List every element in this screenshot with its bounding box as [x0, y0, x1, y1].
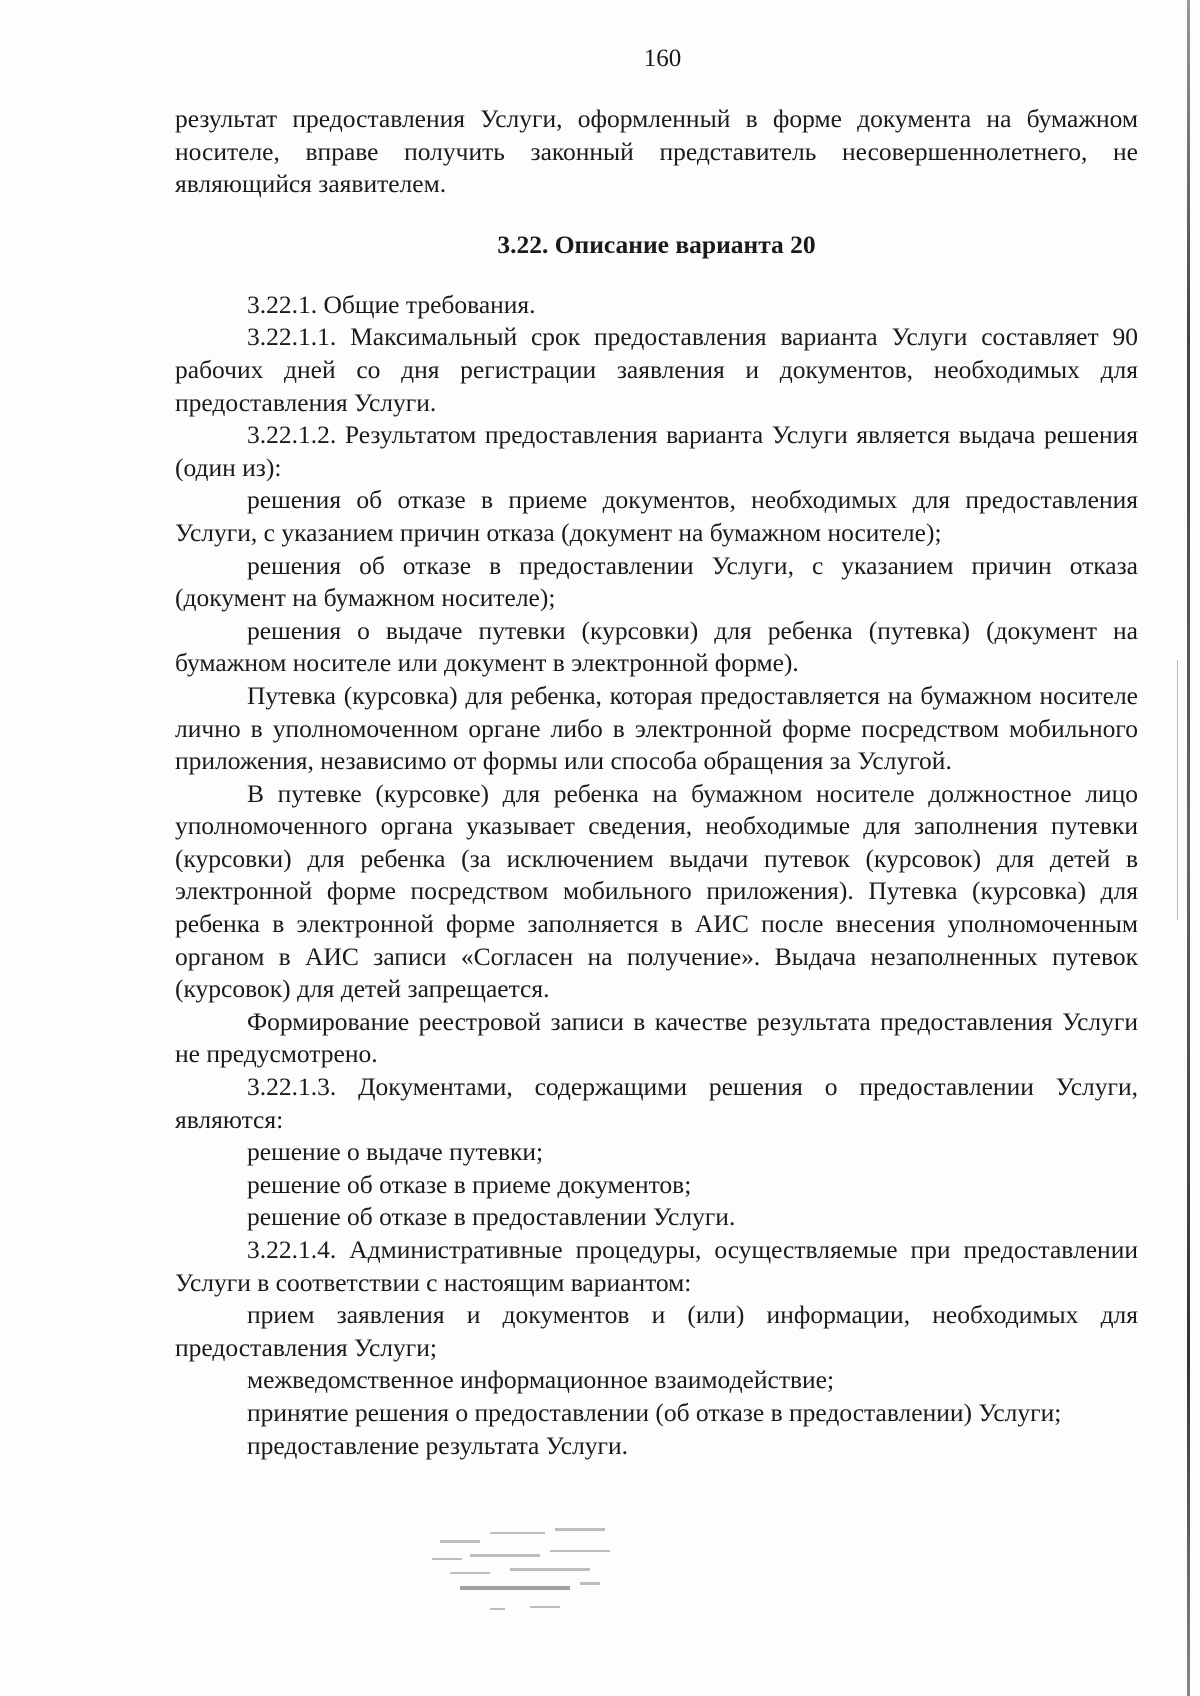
paragraph-max-term: 3.22.1.1. Максимальный срок предоставления варианта Услуги составляет 90 рабочих дней со дня регистрации заявления и документов, необходимых для предоставления Услуги. — [175, 322, 1138, 417]
intro-paragraph: результат предоставления Услуги, оформленный в форме документа на бумажном носителе, вправе получить законный представитель несовершеннолетнего, не являющийся заявителем. — [175, 104, 1138, 199]
paragraph-result: 3.22.1.2. Результатом предоставления варианта Услуги является выдача решения (один из): — [175, 420, 1138, 482]
paragraph-voucher: Путевка (курсовка) для ребенка, которая предоставляется на бумажном носителе лично в уполномоченном органе либо в электронной форме посредством мобильного приложения, независимо от формы или способа обращения за Услугой. — [175, 680, 1138, 776]
faded-stamp-mark — [420, 1510, 650, 1630]
list-item: предоставление результата Услуги. — [247, 1430, 629, 1460]
paragraph-voucher-paper: В путевке (курсовке) для ребенка на бумажном носителе должностное лицо уполномоченного органа указывает сведения, необходимые для заполнения путевки (курсовки) для ребенка (за исключением выдачи путевок (курсовок) для детей в электронной форме посредством мобильного приложения). Путевка (курсовка) для ребенка в электронной форме заполняется в АИС после внесения уполномоченным органом в АИС записи «Согласен на получение». Выдача незаполненных путевок (курсовок) для детей запрещается. — [175, 778, 1138, 1004]
list-item: решения об отказе в приеме документов, необходимых для предоставления Услуги, с указанием причин отказа (документ на бумажном носителе); — [175, 485, 1138, 547]
page-number: 160 — [643, 45, 682, 72]
document-body — [175, 103, 1138, 1462]
list-item: решение об отказе в приеме документов; — [247, 1169, 692, 1199]
scan-edge-line — [1177, 660, 1178, 920]
list-item: решение об отказе в предоставлении Услуги. — [247, 1202, 736, 1232]
list-item: межведомственное информационное взаимодействие; — [247, 1365, 835, 1395]
list-item: решение о выдаче путевки; — [247, 1137, 544, 1167]
list-item: принятие решения о предоставлении (об отказе в предоставлении) Услуги; — [247, 1397, 1062, 1427]
list-item: прием заявления и документов и (или) информации, необходимых для предоставления Услуги; — [175, 1300, 1138, 1362]
paragraph-registry: Формирование реестровой записи в качестве результата предоставления Услуги не предусмотрено. — [175, 1006, 1138, 1069]
paragraph-documents: 3.22.1.3. Документами, содержащими решения о предоставлении Услуги, являются: — [175, 1072, 1138, 1134]
paragraph-general-requirements: 3.22.1. Общие требования. — [247, 289, 536, 319]
paragraph-procedures: 3.22.1.4. Административные процедуры, осуществляемые при предоставлении Услуги в соответствии с настоящим вариантом: — [175, 1235, 1138, 1297]
list-item: решения об отказе в предоставлении Услуги, с указанием причин отказа (документ на бумажном носителе); — [175, 550, 1138, 613]
list-item: решения о выдаче путевки (курсовки) для ребенка (путевка) (документ на бумажном носителе или документ в электронной форме). — [175, 615, 1138, 678]
scan-edge-line — [1187, 0, 1190, 1696]
section-title: 3.22. Описание варианта 20 — [497, 229, 816, 259]
